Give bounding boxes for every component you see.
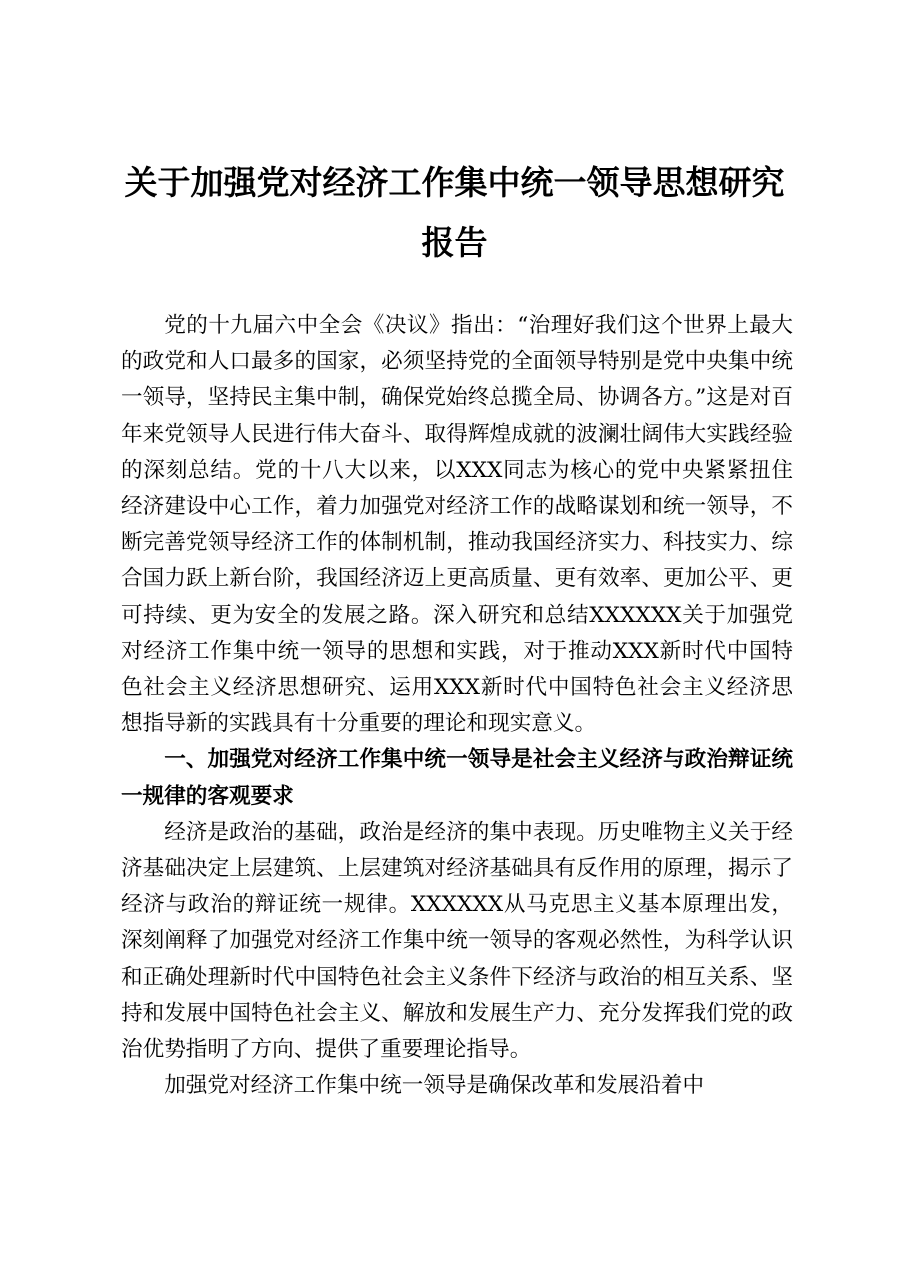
section-heading-1: 一、加强党对经济工作集中统一领导是社会主义经济与政治辩证统一规律的客观要求 [121,747,793,809]
document-title [100,153,809,273]
section-1-paragraph-2: 加强党对经济工作集中统一领导是确保改革和发展沿着中 [164,1073,705,1099]
document-body [121,308,793,1104]
title-line-2: 报告 [421,223,488,262]
section-1-paragraph-1: 经济是政治的基础，政治是经济的集中表现。历史唯物主义关于经济基础决定上层建筑、上层建筑对经济基础具有反作用的原理，揭示了经济与政治的辩证统一规律。XXXXXX从马克思主义基本原理出发，深刻阐释了加强党对经济工作集中统一领导的客观必然性，为科学认识和正确处理新时代中国特色社会主义条件下经济与政治的相互关系、坚持和发展中国特色社会主义、解放和发展生产力、充分发挥我们党的政治优势指明了方向、提供了重要理论指导。 [121,819,793,1063]
title-line-1: 关于加强党对经济工作集中统一领导思想研究 [124,163,785,202]
intro-paragraph: 党的十九届六中全会《决议》指出：“治理好我们这个世界上最大的政党和人口最多的国家，必须坚持党的全面领导特别是党中央集中统一领导，坚持民主集中制，确保党始终总揽全局、协调各方。”这是对百年来党领导人民进行伟大奋斗、取得辉煌成就的波澜壮阔伟大实践经验的深刻总结。党的十八大以来，以XXX同志为核心的党中央紧紧扭住经济建设中心工作，着力加强党对经济工作的战略谋划和统一领导，不断完善党领导经济工作的体制机制，推动我国经济实力、科技实力、综合国力跃上新台阶，我国经济迈上更高质量、更有效率、更加公平、更可持续、更为安全的发展之路。深入研究和总结XXXXXX关于加强党对经济工作集中统一领导的思想和实践，对于推动XXX新时代中国特色社会主义经济思想研究、运用XXX新时代中国特色社会主义经济思想指导新的实践具有十分重要的理论和现实意义。 [121,313,793,737]
